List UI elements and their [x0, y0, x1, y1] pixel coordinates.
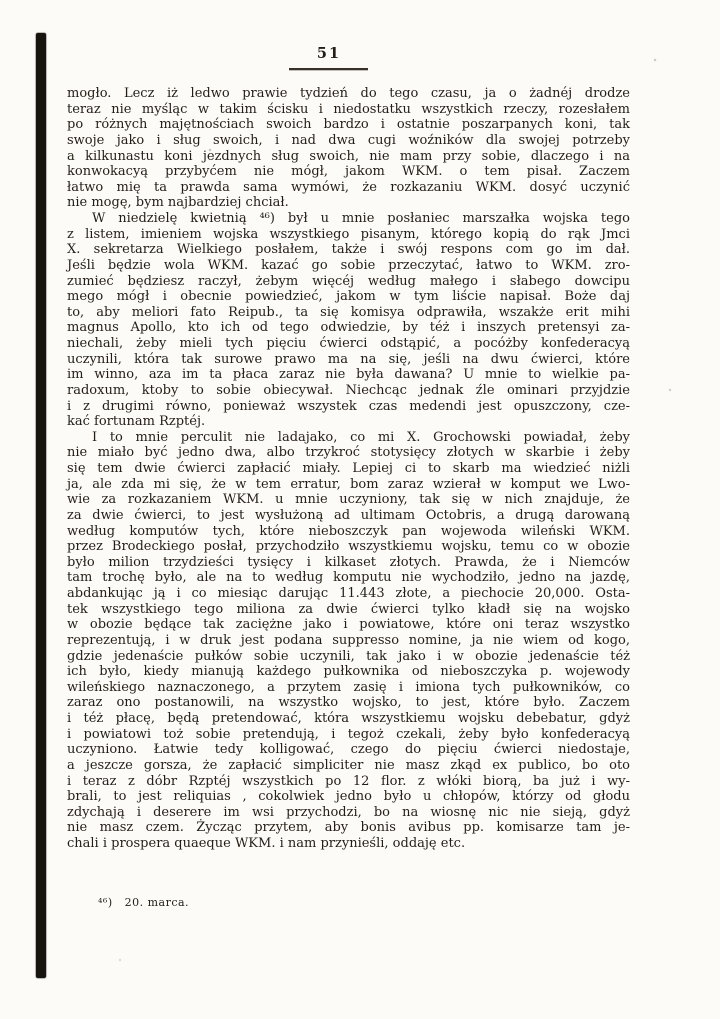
text-line: reprezentują, i w druk jest podana suppresso nomine, ja nie wiem od kogo, [67, 632, 630, 648]
text-line: z listem, imieniem wojska wszystkiego pisanym, którego kopią do rąk Jmci [67, 226, 630, 242]
text-line: abdankując ją i co miesiąc darując 11.443 złote, a piechocie 20,000. Osta- [67, 586, 630, 601]
text-line: wileńskiego naznaczonego, a przytem zasię i imiona tych pułkowników, co [67, 679, 630, 695]
text-line: Jeśli będzie wola WKM. kazać go sobie przeczytać, łatwo to WKM. zro- [67, 257, 630, 273]
text-line: tam trochę było, ale na to według komputu nie wychodziło, jedno na jazdę, [67, 570, 630, 586]
text-line: niechali, żeby mieli tych pięciu ćwierci odstąpić, a pocóżby konfederacyą [67, 336, 630, 351]
body-text [67, 86, 630, 852]
text-line: kać fortunam Rzptéj. [67, 414, 206, 430]
text-line: magnus Apollo, kto ich od tego odwiedzie, by téż i inszych pretensyi za- [67, 320, 630, 336]
text-line: a jeszcze gorsza, że zapłacić simpliciter nie masz zkąd ex publico, bo oto [67, 757, 630, 773]
text-line: im winno, aza im ta płaca zaraz nie była dawana? U mnie to wielkie pa- [67, 367, 630, 383]
text-line: w obozie będące tak zaciężne jako i powiatowe, które oni teraz wszystko [67, 617, 630, 633]
text-line: było milion trzydzieści tysięcy i kilkaset złotych. Prawda, że i Niemców [67, 554, 630, 570]
text-line: zumieć będziesz raczył, żebym więcéj według małego i słabego dowcipu [67, 273, 630, 289]
text-line: chali i prospera quaeque WKM. i nam przynieśli, oddaję etc. [67, 836, 466, 851]
text-line: wie za rozkazaniem WKM. u mnie uczyniony, tak się w nich znajduje, że [67, 492, 630, 508]
scan-artifact-bar [36, 33, 46, 978]
text-line: i teraz z dóbr Rzptéj wszystkich po 12 flor. z włóki biorą, ba już i wy- [67, 773, 630, 789]
text-line: nie miało być jedno dwa, albo trzykroć stotysięcy złotych w skarbie i żeby [67, 445, 630, 461]
text-line: zaraz ono postanowili, na wszystko wojsko, to jest, które było. Zaczem [67, 695, 630, 711]
page-number-rule [289, 68, 368, 70]
text-line: przez Brodeckiego posłał, przychodziło wszystkiemu wojsku, temu co w obozie [67, 539, 630, 555]
text-line: nie mogę, bym najbardziej chciał. [67, 195, 289, 211]
text-line: i powiatowi toż sobie pretendują, i tegoż czekali, żeby było konfederacyą [67, 726, 630, 742]
text-line: radoxum, ktoby to sobie obiecywał. Niechcąc jednak źle ominari przyjdzie [67, 382, 630, 398]
footnote: ⁴⁶) 20. marca. [98, 896, 190, 909]
text-line: ich było, kiedy mianują każdego pułkownika od nieboszczyka p. wojewody [67, 664, 630, 680]
text-line: tek wszystkiego tego miliona za dwie ćwierci tylko kładł się na wojsko [67, 601, 630, 617]
text-line: uczynili, która tak surowe prawo ma na się, jeśli na dwu ćwierci, które [67, 351, 630, 367]
text-line: i téż płacę, będą pretendować, która wszystkiemu wojsku debebatur, gdyż [67, 711, 630, 726]
text-line: zdychają i deserere im wsi przychodzi, bo na wiosnę nic nie sieją, gdyż [67, 804, 630, 820]
text-line: według komputów tych, które nieboszczyk pan wojewoda wileński WKM. [67, 523, 630, 539]
text-line: brali, to jest reliquias , cokolwiek jedno było u chłopów, którzy od głodu [67, 789, 630, 805]
text-line: i z drugimi równo, ponieważ wszystek czas medendi jest opuszczony, cze- [67, 398, 630, 414]
text-line: W niedzielę kwietnią ⁴⁶) był u mnie posłaniec marszałka wojska tego [92, 211, 630, 226]
text-line: X. sekretarza Wielkiego posłałem, także i swój respons com go im dał. [67, 242, 630, 258]
text-line: uczyniono. Łatwie tedy kolligować, czego do pięciu ćwierci niedostaje, [67, 742, 630, 758]
text-line: za dwie ćwierci, to jest wysłużoną ad ultimam Octobris, a drugą darowaną [67, 507, 630, 523]
text-line: gdzie jedenaście pułków sobie uczynili, tak jako i w obozie jedenaście téż [67, 648, 630, 664]
text-line: konwokacyą przybyćem nie mógł, jakom WKM. o tem pisał. Zaczem [67, 164, 630, 180]
text-line: a kilkunastu koni jezdnych sług swoich, nie mam przy sobie, dlaczego i na [67, 148, 630, 164]
text-line: to, aby meliori fato Reipub., ta się komisya odprawiła, wszakże erit mihi [67, 304, 630, 320]
text-line: łatwo mię ta prawda sama wymówi, że rozkazaniu WKM. dosyć uczynić [67, 179, 630, 195]
text-line: po różnych majętnościach swoich bardzo i ostatnie poszarpanych koni, tak [67, 117, 630, 133]
text-line: teraz nie myśląc w takim ścisku i niedostatku wszystkich rzeczy, rozesłałem [67, 101, 630, 117]
text-line: swoje jako i sług swoich, i nad dwa cugi woźników dla swojej potrzeby [67, 132, 630, 148]
text-line: I to mnie perculit nie ladajako, co mi X. Grochowski powiadał, żeby [92, 429, 630, 445]
text-line: mego mógł i obecnie powiedzieć, jakom w tym liście napisał. Boże daj [67, 289, 630, 305]
text-line: nie masz czem. Życząc przytem, aby bonis avibus pp. komisarze tam je- [67, 820, 630, 836]
page-number: 51 [316, 45, 342, 62]
text-line: mogło. Lecz iż ledwo prawie tydzień do tego czasu, ja o żadnéj drodze [67, 86, 630, 101]
text-line: ja, ale zda mi się, że w tem erratur, bom zaraz wzierał w komput we Lwo- [67, 476, 630, 492]
text-line: się tem dwie ćwierci zapłacić miały. Lepiej ci to skarb ma wiedzieć niżli [67, 461, 630, 476]
